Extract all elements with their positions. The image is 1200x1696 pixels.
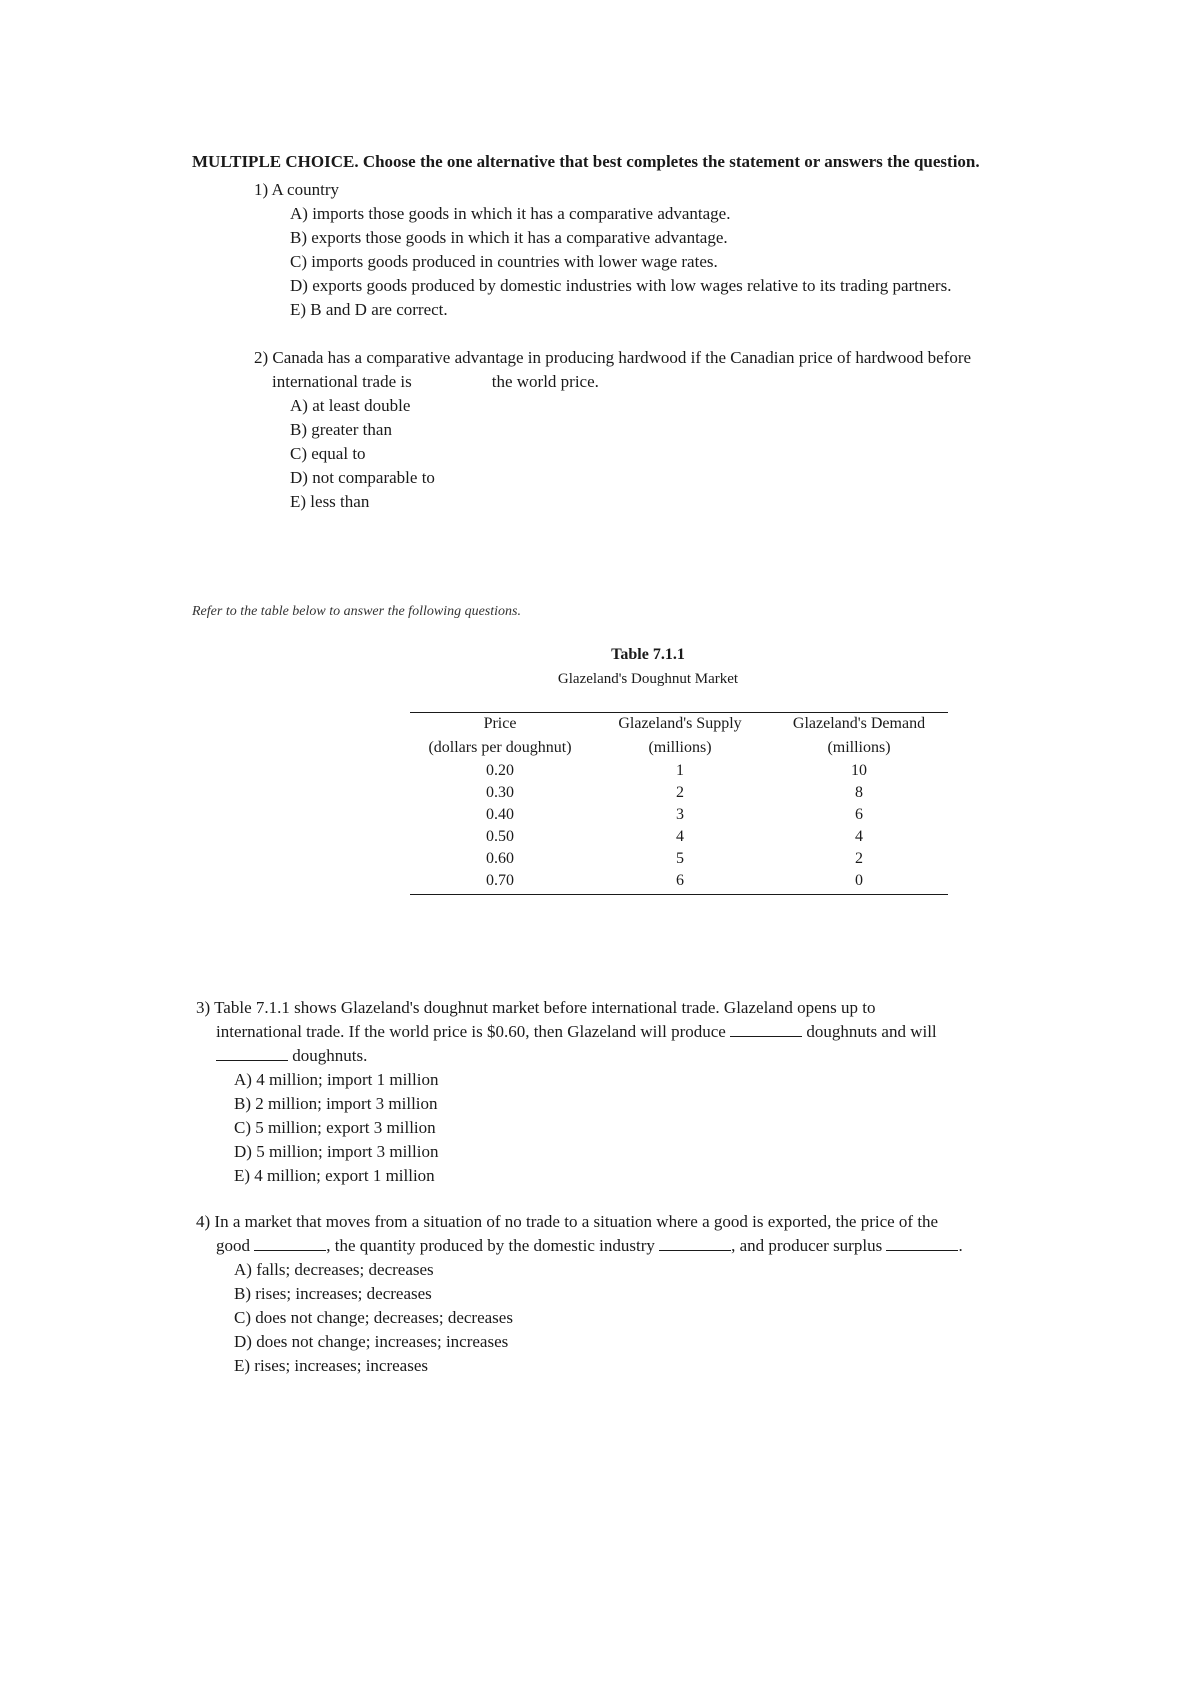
q3-line2	[216, 1020, 937, 1044]
q3-blank-1	[730, 1022, 802, 1037]
instructions-header: MULTIPLE CHOICE. Choose the one alternative that best completes the statement or answers the question.	[192, 152, 980, 171]
cell-demand: 6	[855, 806, 863, 823]
q4-option-d[interactable]: D) does not change; increases; increases	[234, 1332, 509, 1351]
q2-option-a[interactable]: A) at least double	[290, 396, 411, 415]
q4-option-e[interactable]: E) rises; increases; increases	[234, 1356, 428, 1375]
cell-supply: 4	[676, 828, 684, 845]
cell-price: 0.70	[486, 872, 514, 889]
header-price: Price	[483, 715, 517, 732]
doughnut-market-table	[410, 712, 948, 892]
q4-blank-2	[659, 1236, 731, 1251]
header-price-unit: (dollars per doughnut)	[428, 739, 572, 756]
q1-option-a[interactable]: A) imports those goods in which it has a comparative advantage.	[290, 204, 731, 223]
cell-supply: 2	[676, 784, 684, 801]
q3-option-c[interactable]: C) 5 million; export 3 million	[234, 1118, 436, 1137]
q4-blank-3	[886, 1236, 958, 1251]
q4-line2b: , the quantity produced by the domestic industry	[326, 1236, 655, 1255]
cell-supply: 3	[676, 806, 684, 823]
cell-demand: 4	[855, 828, 863, 845]
q2-option-d[interactable]: D) not comparable to	[290, 468, 435, 487]
q2-option-c[interactable]: C) equal to	[290, 444, 366, 463]
q2-stem-line1: 2) Canada has a comparative advantage in producing hardwood if the Canadian price of hardwood before	[254, 348, 972, 367]
cell-demand: 10	[851, 762, 867, 779]
q3-line3	[216, 1044, 367, 1068]
q4-line2	[216, 1234, 963, 1258]
q4-blank-1	[254, 1236, 326, 1251]
q3-blank-2	[216, 1046, 288, 1061]
table-row	[410, 804, 948, 826]
q4-option-c[interactable]: C) does not change; decreases; decreases	[234, 1308, 513, 1327]
q3-option-e[interactable]: E) 4 million; export 1 million	[234, 1166, 435, 1185]
header-supply-unit: (millions)	[648, 739, 712, 756]
header-supply: Glazeland's Supply	[618, 715, 742, 732]
table-intro: Refer to the table below to answer the following questions.	[192, 604, 521, 619]
q3-option-d[interactable]: D) 5 million; import 3 million	[234, 1142, 439, 1161]
q2-option-b[interactable]: B) greater than	[290, 420, 392, 439]
q4-option-b[interactable]: B) rises; increases; decreases	[234, 1284, 432, 1303]
table-row	[410, 760, 948, 782]
q3-option-b[interactable]: B) 2 million; import 3 million	[234, 1094, 438, 1113]
q1-option-d[interactable]: D) exports goods produced by domestic industries with low wages relative to its trading partners.	[290, 276, 952, 295]
cell-price: 0.60	[486, 850, 514, 867]
q1-option-b[interactable]: B) exports those goods in which it has a comparative advantage.	[290, 228, 728, 247]
q4-line1: 4) In a market that moves from a situation of no trade to a situation where a good is exported, the price of the	[196, 1212, 939, 1231]
q1-stem: 1) A country	[254, 180, 339, 199]
cell-demand: 2	[855, 850, 863, 867]
header-demand: Glazeland's Demand	[792, 715, 926, 732]
q2-option-e[interactable]: E) less than	[290, 492, 370, 511]
cell-price: 0.40	[486, 806, 514, 823]
table-row	[410, 782, 948, 804]
q3-line2b: doughnuts and will	[806, 1022, 937, 1041]
q2-stem-line2a: international trade is	[272, 372, 412, 391]
q4-option-a[interactable]: A) falls; decreases; decreases	[234, 1260, 434, 1279]
cell-supply: 5	[676, 850, 684, 867]
q4-line2a: good	[216, 1236, 250, 1255]
q1-option-c[interactable]: C) imports goods produced in countries with lower wage rates.	[290, 252, 718, 271]
table-title: Table 7.1.1	[611, 646, 685, 663]
cell-supply: 1	[676, 762, 684, 779]
q4-line2c: , and producer surplus	[731, 1236, 883, 1255]
q2-stem-line2	[272, 370, 599, 394]
cell-demand: 8	[855, 784, 863, 801]
q2-stem-line2b: the world price.	[491, 372, 599, 391]
cell-demand: 0	[855, 872, 863, 889]
q3-option-a[interactable]: A) 4 million; import 1 million	[234, 1070, 439, 1089]
table-row	[410, 848, 948, 870]
cell-price: 0.30	[486, 784, 514, 801]
q3-line1: 3) Table 7.1.1 shows Glazeland's doughnut market before international trade. Glazeland opens up to	[196, 998, 876, 1017]
table-row	[410, 870, 948, 892]
q3-line2a: international trade. If the world price is $0.60, then Glazeland will produce	[216, 1022, 726, 1041]
table-row	[410, 826, 948, 848]
cell-price: 0.50	[486, 828, 514, 845]
table-bottom-rule	[410, 894, 948, 895]
q1-option-e[interactable]: E) B and D are correct.	[290, 300, 448, 319]
q3-line3-text: doughnuts.	[292, 1046, 368, 1065]
cell-price: 0.20	[486, 762, 514, 779]
q4-line2d: .	[958, 1236, 963, 1255]
header-demand-unit: (millions)	[827, 739, 891, 756]
table-subtitle: Glazeland's Doughnut Market	[557, 671, 739, 687]
cell-supply: 6	[676, 872, 684, 889]
